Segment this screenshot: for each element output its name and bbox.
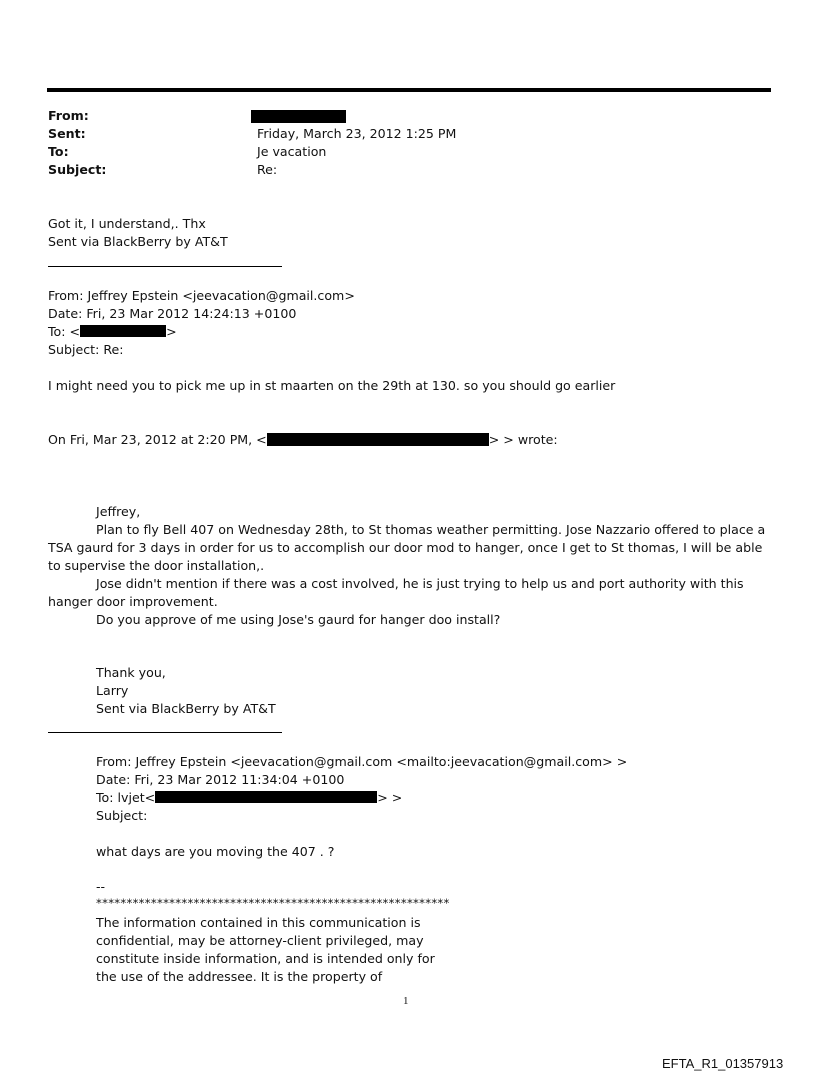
from-label: From: [48,108,89,123]
quoted2-to-prefix: To: lvjet< [96,790,156,805]
page-number: 1 [403,995,409,1007]
header-rule [47,88,771,92]
quoted2-to [96,789,402,807]
quoted1-date: Date: Fri, 23 Mar 2012 14:24:13 +0100 [48,306,297,321]
confidentiality-line-3: constitute inside information, and is intended only for [96,951,435,966]
quoted2-subject: Subject: [96,808,148,823]
to-value: Je vacation [257,144,327,159]
quoted1-subject: Subject: Re: [48,342,124,357]
to-label: To: [48,144,69,159]
subject-value: Re: [257,162,278,177]
redaction-to-1 [80,325,166,337]
confidentiality-line-1: The information contained in this communication is [96,915,421,930]
separator-1 [48,266,282,267]
quoted1-to-prefix: To: < [48,324,81,339]
confidentiality-line-2: confidential, may be attorney-client privileged, may [96,933,424,948]
on-wrote-prefix: On Fri, Mar 23, 2012 at 2:20 PM, < [48,432,267,447]
signature-dashes: -- [96,879,106,894]
signature-stars: ********************************************************** [96,896,450,910]
quoted1-to-suffix: > [166,324,177,339]
confidentiality-line-4: the use of the addressee. It is the property of [96,969,383,984]
separator-2 [48,732,282,733]
sent-label: Sent: [48,126,86,141]
larry-para-1: Plan to fly Bell 407 on Wednesday 28th, to St thomas weather permitting. Jose Nazzario offered to place a TSA gaurd for 3 days in order for us to accomplish our door mod to hanger, once I get to St thomas, I will be able to supervise the door installation,. [48,522,766,573]
quoted2-date: Date: Fri, 23 Mar 2012 11:34:04 +0100 [96,772,345,787]
bates-number: EFTA_R1_01357913 [662,1056,784,1071]
quoted1-body: I might need you to pick me up in st maarten on the 29th at 130. so you should go earlier [48,378,616,393]
reply-signature: Sent via BlackBerry by AT&T [48,234,228,249]
quoted1-to [48,323,177,341]
larry-para-2: Jose didn't mention if there was a cost involved, he is just trying to help us and port authority with this hanger door improvement. [48,576,744,609]
redaction-to-2 [155,791,377,803]
quoted1-on-wrote [48,431,558,449]
larry-signature: Sent via BlackBerry by AT&T [96,701,276,716]
subject-label: Subject: [48,162,107,177]
larry-para-3: Do you approve of me using Jose's gaurd for hanger doo install? [96,612,501,627]
quoted2-from: From: Jeffrey Epstein <jeevacation@gmail.com <mailto:jeevacation@gmail.com> > [96,754,628,769]
larry-greeting: Jeffrey, [96,504,141,519]
quoted2-to-suffix: > > [377,790,403,805]
quoted1-from: From: Jeffrey Epstein <jeevacation@gmail.com> [48,288,355,303]
larry-thanks: Thank you, [96,665,166,680]
reply-line-1: Got it, I understand,. Thx [48,216,206,231]
sent-value: Friday, March 23, 2012 1:25 PM [257,126,457,141]
redaction-sender-email [267,433,489,446]
on-wrote-suffix: > > wrote: [488,432,558,447]
larry-name: Larry [96,683,129,698]
redaction-from [251,110,346,123]
quoted2-body: what days are you moving the 407 . ? [96,844,335,859]
